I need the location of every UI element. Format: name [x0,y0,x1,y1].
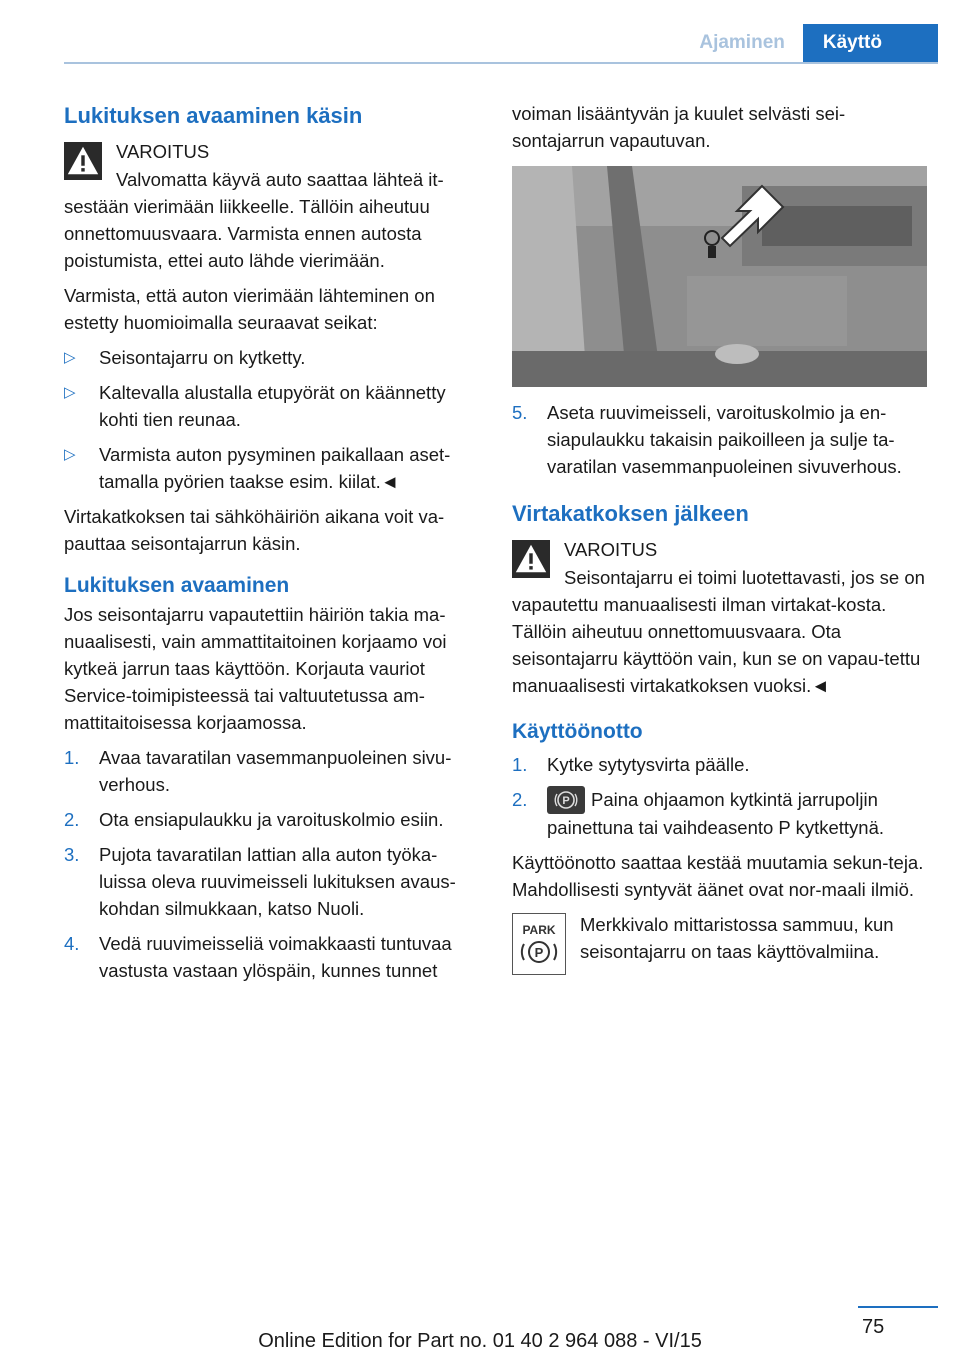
section-heading-after-power-failure: Virtakatkoksen jälkeen [512,501,749,526]
triangle-bullet-icon: ▷ [64,349,76,366]
park-indicator-text: Merkkivalo mittaristossa sammuu, kun seisontajarru on taas käyttövalmiina. [580,914,894,962]
park-indicator-row [512,911,927,965]
paragraph: Jos seisontajarru vapautettiin häiriön takia ma-nuaalisesti, vain ammattitaitoinen korjaamo voi kytkeä jarrun taas käyttöön. Korjauta vauriot Service-toimipisteessä tai valtuutetussa am-mattitaitoisessa korjaamossa. [64,604,447,733]
park-label: PARK [522,923,556,937]
trunk-release-photo [512,166,927,387]
subheading-release: Lukituksen avaaminen [64,574,290,597]
page-number: 75 [862,1316,885,1338]
numbered-steps [64,744,479,984]
footer-edition-text: Online Edition for Part no. 01 40 2 964 088 - VI/15 [258,1330,702,1352]
list-item: ▷ Kaltevalla alustalla etupyörät on käännetty kohti tien reunaa. [64,379,479,433]
right-column [512,100,927,979]
warning-title: VAROITUS [116,141,210,162]
triangle-bullet-icon: ▷ [64,446,76,463]
paragraph: Varmista, että auton vierimään lähteminen on estetty huomioimalla seuraavat seikat: [64,285,435,333]
bullet-list [64,344,479,495]
warning-block [64,138,479,274]
list-item: ▷ Varmista auton pysyminen paikallaan aset-tamalla pyörien taakse esim. kiilat.◄ [64,441,479,495]
header-divider [64,62,938,64]
svg-text:P: P [562,795,570,807]
activation-steps [512,751,927,841]
step-item: 1. Kytke sytytysvirta päälle. [512,754,750,775]
left-column [64,100,479,992]
list-item: ▷ Seisontajarru on kytketty. [64,344,479,371]
parking-brake-button-icon [547,786,585,814]
triangle-bullet-icon: ▷ [64,384,76,401]
step-item: 3. Pujota tavaratilan lattian alla auton työka-luissa oleva ruuvimeisseli lukituksen avaus-kohdan silmukkaan, katso Nuoli. [64,844,456,919]
step-item: 5. Aseta ruuvimeisseli, varoituskolmio ja en-siapulaukku takaisin paikoilleen ja sulje ta-varatilan vasemmanpuoleinen sivuverhous. [512,402,902,477]
paragraph-continuation: voiman lisääntyvän ja kuulet selvästi sei-sontajarrun vapautuvan. [512,103,846,151]
header-tabs [681,24,938,62]
tab-kaytto[interactable]: Käyttö [803,24,938,62]
warning-block [512,536,927,699]
park-indicator-icon [512,913,566,975]
section-heading-manual-release: Lukituksen avaaminen käsin [64,103,363,128]
warning-text: Valvomatta käyvä auto saattaa lähteä it-sestään vierimään liikkeelle. Tällöin aiheutuu onnettomuusvaara. Varmista ennen autosta poistumista, ettei auto lähde vierimään. [64,169,444,271]
step-item: 2. Ota ensiapulaukku ja varoituskolmio esiin. [64,809,444,830]
footer-divider [858,1306,938,1308]
subheading-activation: Käyttöönotto [512,720,643,743]
warning-icon [64,142,102,180]
numbered-steps-continued [512,399,927,480]
paragraph: Virtakatkoksen tai sähköhäiriön aikana voit va-pauttaa seisontajarrun käsin. [64,506,445,554]
paragraph: Käyttöönotto saattaa kestää muutamia sekun-teja. Mahdollisesti syntyvät äänet ovat nor-maali ilmiö. [512,852,924,900]
warning-title: VAROITUS [564,539,658,560]
svg-text:P: P [534,945,544,960]
step-item: 2. P Paina ohjaamon kytkintä jarrupoljin painettuna tai vaihdeasento P kytkettynä. [512,786,927,841]
tab-ajaminen[interactable]: Ajaminen [699,32,785,53]
step-item: 4. Vedä ruuvimeisseliä voimakkaasti tuntuvaa vastusta vastaan ylöspäin, kunnes tunnet [64,933,452,981]
step-item: 1. Avaa tavaratilan vasemmanpuoleinen sivu-verhous. [64,747,452,795]
warning-icon [512,540,550,578]
warning-text: Seisontajarru ei toimi luotettavasti, jos se on vapautettu manuaalisesti ilman virtakat-kosta. Tällöin aiheutuu onnettomuusvaara. Ota seisontajarru käyttöön vain, kun se on vapau-tettu manuaalisesti virtakatkoksen vuoksi.◄ [512,567,925,696]
